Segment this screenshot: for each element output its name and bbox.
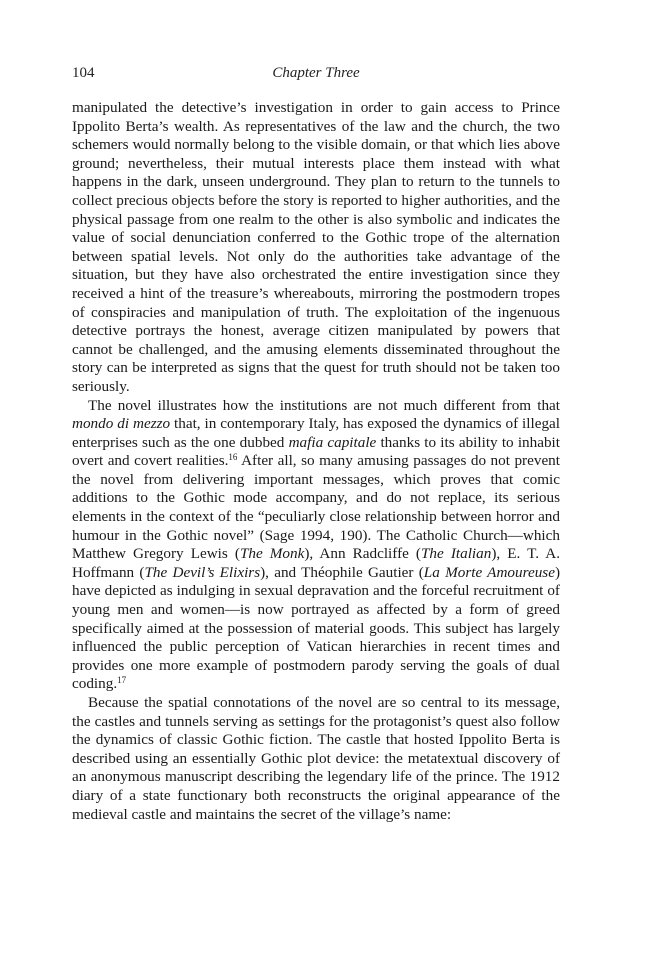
- footnote-marker: 16: [228, 452, 238, 463]
- text-run: ), E. T. A. Hoffmann (: [72, 545, 561, 581]
- running-head: Chapter Three: [272, 65, 360, 81]
- page-header: [72, 65, 560, 85]
- paragraph: Because the spatial connotations of the novel are so central to its message, the castles and tunnels serving as settings for the protagonist’s quest also follow the dynamics of classic Gothic fiction. The castle that hosted Ippolito Berta is described using an essentially Gothic plot device: the metatextual discovery of an anonymous manuscript describing the legendary life of the prince. The 1912 diary of a state functionary both reconstructs the original appearance of the medieval castle and maintains the secret of the village’s name:: [72, 694, 560, 823]
- book-title: The Monk: [239, 545, 305, 563]
- italic-term: mondo di mezzo: [72, 415, 171, 433]
- text-run: ) have depicted as indulging in sexual depravation and the forceful recruitment of young men and women—is now portrayed as affected by a form of greed specifically aimed at the possession of material goods. This subject has largely influenced the public perception of Vatican hierarchies in recent times and provides one more example of postmodern parody serving the goals of dual coding.: [72, 563, 560, 693]
- italic-term: mafia capitale: [288, 433, 377, 451]
- book-title: The Italian: [420, 545, 492, 563]
- text-run: thanks to its ability to inhabit overt and covert realities.: [72, 433, 560, 470]
- text-run: After all, so many amusing passages do not prevent the novel from delivering important messages, which proves that comic additions to the Gothic mode accompany, and do not replace, its serious elements in the context of the “peculiarly close relationship between horror and humour in the Gothic novel” (Sage 1994, 190). The Catholic Church—which Matthew Gregory Lewis (: [72, 452, 560, 563]
- book-title: La Morte Amoureuse: [423, 563, 555, 581]
- text-run: ), and Théophile Gautier (: [260, 563, 424, 581]
- paragraph: [72, 397, 560, 695]
- footnote-marker: 17: [117, 675, 127, 686]
- page-number: 104: [72, 65, 95, 81]
- paragraph: manipulated the detective’s investigation in order to gain access to Prince Ippolito Berta’s wealth. As representatives of the law and the church, the two schemers would normally belong to the visible domain, or that which lies above ground; nevertheless, their mutual interests place them instead with what happens in the dark, unseen underground. They plan to return to the tunnels to collect precious objects before the story is reported to higher authorities, and the physical passage from one realm to the other is also symbolic and indicates the value of social denunciation conferred to the Gothic trope of the alternation between spatial levels. Not only do the authorities take advantage of the situation, but they have also orchestrated the entire investigation since they received a hint of the treasure’s whereabouts, mirroring the postmodern tropes of conspiracies and manipulation of truth. The exploitation of the ingenuous detective portrays the honest, average citizen manipulated by powers that cannot be challenged, and the amusing elements disseminated throughout the story can be interpreted as signs that the quest for truth should not be taken too seriously.: [72, 99, 560, 395]
- text-run: ), Ann Radcliffe (: [304, 545, 421, 563]
- text-run: that, in contemporary Italy, has exposed the dynamics of illegal enterprises such as the one dubbed: [72, 415, 560, 451]
- text-run: The novel illustrates how the institutions are not much different from that: [88, 396, 560, 414]
- book-title: The Devil’s Elixirs: [144, 563, 261, 581]
- body-text: [72, 99, 560, 824]
